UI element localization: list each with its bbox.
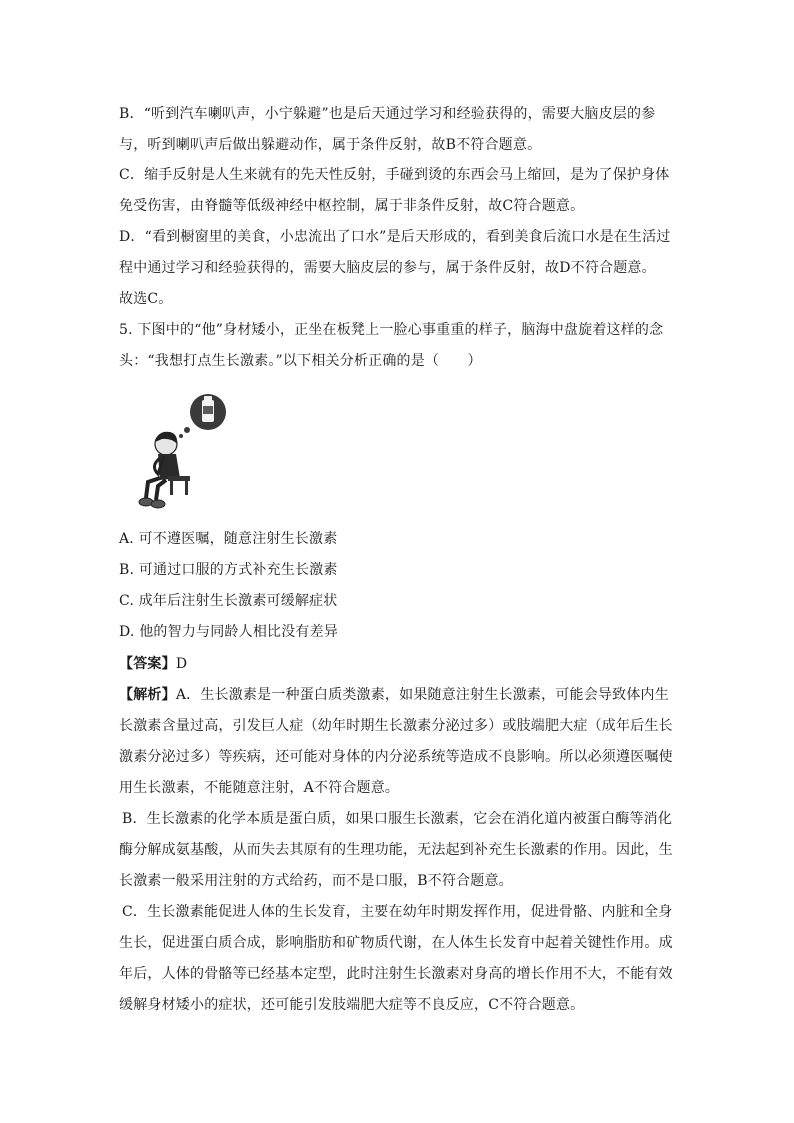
conclusion-line: 故选C。 [119,291,173,307]
explanation-line: 与，听到喇叭声后做出躲避动作，属于条件反射，故B不符合题意。 [119,137,542,153]
analysis-line: C．生长激素能促进人体的生长发育，主要在幼年时期发挥作用，促进骨骼、内脏和全身 [122,904,673,920]
boy-illustration [136,392,228,510]
analysis-line: 激素分泌过多）等疾病，还可能对身体的内分泌系统等造成不良影响。所以必须遵医嘱使 [119,749,673,765]
analysis-line: 缓解身材矮小的症状，还可能引发肢端肥大症等不良反应，C不符合题意。 [119,997,585,1013]
option-c: C. 成年后注射生长激素可缓解症状 [119,593,338,609]
analysis-line: 年后，人体的骨骼等已经基本定型，此时注射生长激素对身高的增长作用不大，不能有效 [119,966,673,982]
explanation-line: 免受伤害，由脊髓等低级神经中枢控制，属于非条件反射，故C符合题意。 [119,198,585,214]
question-stem: 头：“我想打点生长激素。”以下相关分析正确的是（ ） [119,353,482,369]
option-d: D. 他的智力与同龄人相比没有差异 [119,624,339,640]
explanation-line: C．缩手反射是人生来就有的先天性反射，手碰到烫的东西会马上缩回，是为了保护身体 [119,167,670,183]
answer-tag: 【答案】 [119,656,176,672]
analysis-line: 用生长激素，不能随意注射，A不符合题意。 [119,780,400,796]
analysis-line: 长激素一般采用注射的方式给药，而不是口服，B不符合题意。 [119,873,513,889]
analysis-line: B．生长激素的化学本质是蛋白质，如果口服生长激素，它会在消化道内被蛋白酶等消化 [122,811,673,827]
analysis-line [119,685,679,705]
option-b: B. 可通过口服的方式补充生长激素 [119,562,338,578]
answer-line [119,654,679,674]
analysis-line: 酶分解成氨基酸，从而失去其原有的生理功能，无法起到补充生长激素的作用。因此，生 [119,842,673,858]
analysis-text: A．生长激素是一种蛋白质类激素，如果随意注射生长激素，可能会导致体内生 [175,687,669,703]
analysis-line: 生长，促进蛋白质合成，影响脂肪和矿物质代谢，在人体生长发育中起着关键性作用。成 [119,935,673,951]
option-a: A. 可不遵医嘱，随意注射生长激素 [119,531,338,547]
question-stem: 5. 下图中的“他”身材矮小，正坐在板凳上一脸心事重重的样子，脑海中盘旋着这样的念 [119,322,664,338]
answer-value: D [175,656,188,672]
explanation-line: B．“听到汽车喇叭声，小宁躲避”也是后天通过学习和经验获得的，需要大脑皮层的参 [119,106,656,122]
analysis-line: 长激素含量过高，引发巨人症（幼年时期生长激素分泌过多）或肢端肥大症（成年后生长 [119,718,673,734]
analysis-tag: 【解析】 [119,687,176,703]
explanation-line: 程中通过学习和经验获得的，需要大脑皮层的参与，属于条件反射，故D不符合题意。 [119,260,656,276]
explanation-line: D．“看到橱窗里的美食，小忠流出了口水”是后天形成的，看到美食后流口水是在生活过 [119,229,671,245]
